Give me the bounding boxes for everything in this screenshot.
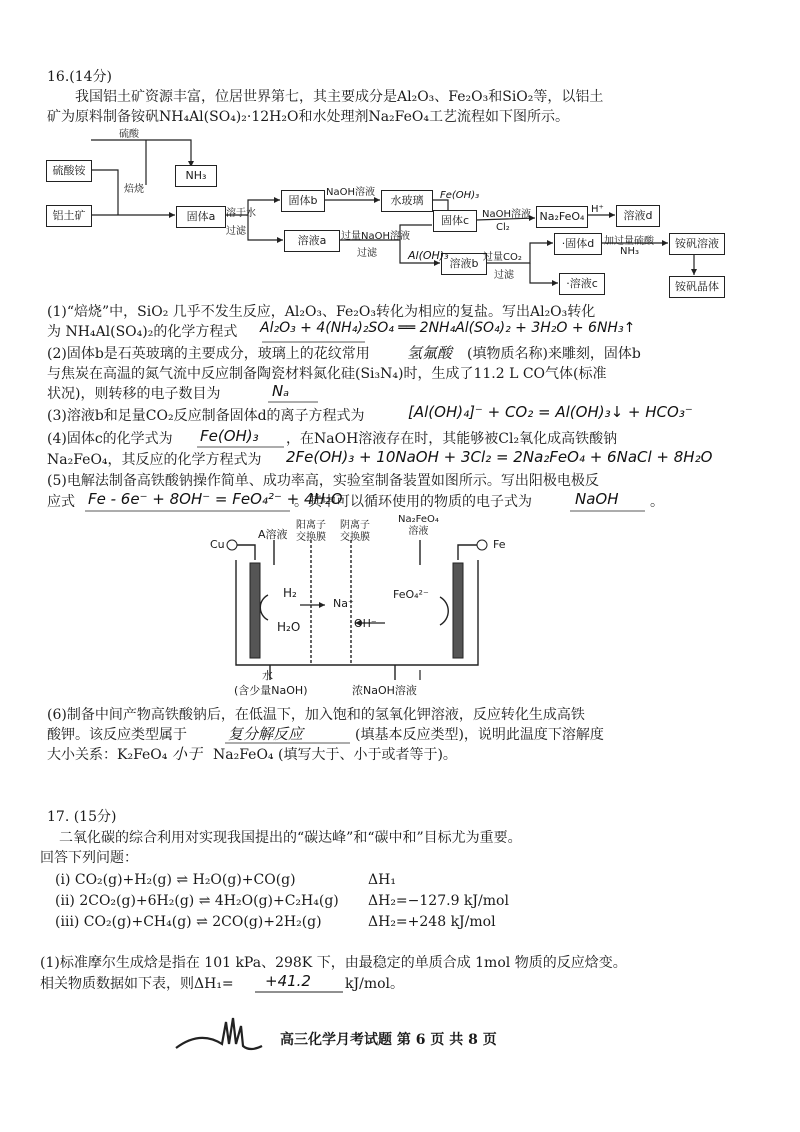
q16-part6-answer1: 复分解反应	[228, 725, 304, 743]
q16-part3-answer: [Al(OH)₄]⁻ + CO₂ = Al(OH)₃↓ + HCO₃⁻	[408, 403, 693, 421]
flow-label-filter1: 过滤	[226, 226, 246, 237]
cell-label-feo4-ion: FeO₄²⁻	[393, 588, 429, 601]
cell-label-na2feo4-solution: Na₂FeO₄ 溶液	[398, 514, 439, 537]
flow-box-solution-a: 溶液a	[284, 230, 340, 252]
q16-part1-line1: (1)“焙烧”中，SiO₂ 几乎不发生反应，Al₂O₃、Fe₂O₃转化为相应的复盐。写出Al₂O₃转化	[47, 304, 596, 320]
cell-label-oh-ion: OH⁻	[354, 617, 377, 630]
q16-intro-line1: 我国铝土矿资源丰富，位居世界第七，其主要成分是Al₂O₃、Fe₂O₃和SiO₂等，以铝土	[75, 89, 604, 105]
q16-part3-line: (3)溶液b和足量CO₂反应制备固体d的离子方程式为	[47, 408, 365, 424]
cell-label-anion-membrane: 阴离子 交换膜	[340, 520, 370, 543]
q16-part2-answer1: 氢氟酸	[407, 344, 453, 362]
cell-label-small-naoh: (含少量NaOH)	[234, 684, 308, 697]
q16-part6-line2b: (填基本反应类型)，说明此温度下溶解度	[355, 727, 604, 743]
flow-box-water-glass: 水玻璃	[381, 190, 433, 212]
page-footer: 高三化学月考试题 第 6 页 共 8 页	[280, 1032, 497, 1048]
cell-label-h2o: H₂O	[277, 620, 301, 634]
q16-part2-answer2: Nₐ	[272, 382, 290, 400]
cell-label-cation-membrane: 阳离子 交换膜	[296, 520, 326, 543]
q17-reaction-1: (ⅰ) CO₂(g)+H₂(g) ⇌ H₂O(g)+CO(g)	[55, 872, 296, 888]
cell-label-a-solution: A溶液	[258, 528, 288, 541]
q16-part4-line1a: (4)固体c的化学式为	[47, 431, 173, 447]
q16-part5-end: 。	[650, 494, 664, 510]
flow-box-solid-c: 固体c	[433, 210, 477, 232]
q17-prompt: 回答下列问题：	[40, 850, 138, 866]
q16-part5-answer1: Fe - 6e⁻ + 8OH⁻ = FeO₄²⁻ + 4H₂O	[88, 490, 343, 508]
flow-label-naoh1: NaOH溶液	[326, 187, 375, 198]
q16-part2-line1b: (填物质名称)来雕刻，固体b	[467, 346, 641, 362]
q16-part6-line3a: 大小关系：K₂FeO₄	[47, 747, 168, 763]
flow-box-bauxite: 铝土矿	[46, 205, 92, 227]
q16-part4-answer1: Fe(OH)₃	[200, 427, 259, 445]
q16-part5-line1: (5)电解法制备高铁酸钠操作简单、成功率高，实验室制备装置如图所示。写出阳极电极反	[47, 473, 599, 489]
flow-label-excess-acid: 加过量硫酸	[604, 236, 654, 247]
cell-label-cu: Cu	[210, 538, 225, 551]
flow-box-alum-solution: 铵矾溶液	[669, 233, 725, 255]
q16-part4-answer2: 2Fe(OH)₃ + 10NaOH + 3Cl₂ = 2Na₂FeO₄ + 6NaCl + 8H₂O	[286, 448, 713, 466]
flow-label-cl2: Cl₂	[496, 222, 510, 233]
q16-part2-line3: 状况)，则转移的电子数目为	[47, 386, 221, 402]
flow-label-filter3: 过滤	[494, 270, 514, 281]
q17-reaction-2-dh: ΔH₂=−127.9 kJ/mol	[368, 893, 509, 909]
q16-part5-answer2: NaOH	[575, 490, 619, 508]
q16-part4-line1b: ，在NaOH溶液存在时，其能够被Cl₂氧化成高铁酸钠	[286, 431, 618, 447]
q17-reaction-3-dh: ΔH₂=+248 kJ/mol	[368, 914, 496, 930]
flow-label-h-plus: H⁺	[591, 204, 604, 215]
cell-label-water: 水	[262, 669, 273, 682]
flow-label-excess-co2: 过量CO₂	[483, 252, 522, 263]
flow-hw-aloh3: Al(OH)₃	[408, 249, 449, 262]
flow-box-solid-d: ·固体d	[554, 233, 602, 255]
flow-box-nh3: NH₃	[175, 165, 217, 187]
flow-box-na2feo4: Na₂FeO₄	[536, 206, 588, 228]
flow-box-solution-b: 溶液b	[441, 253, 487, 275]
q16-part4-line2: Na₂FeO₄，其反应的化学方程式为	[47, 452, 262, 468]
q16-header: 16.(14分)	[47, 69, 113, 85]
q16-part6-line2a: 酸钾。该反应类型属于	[47, 727, 187, 743]
flow-box-solution-c: ·溶液c	[559, 273, 605, 295]
q17-part1-answer: +41.2	[265, 972, 311, 990]
q17-reaction-3: (ⅲ) CO₂(g)+CH₄(g) ⇌ 2CO(g)+2H₂(g)	[55, 914, 322, 930]
q16-part1-line2: 为 NH₄Al(SO₄)₂的化学方程式	[47, 324, 238, 340]
q17-intro: 二氧化碳的综合利用对实现我国提出的“碳达峰”和“碳中和”目标尤为重要。	[59, 830, 522, 846]
q17-part1-unit: kJ/mol。	[345, 976, 404, 992]
q16-part5-line2b: 。其中可以循环使用的物质的电子式为	[294, 494, 532, 510]
q17-header: 17. (15分)	[47, 809, 117, 825]
q16-part6-answer2: 小于	[172, 745, 203, 763]
flow-label-dissolve: 溶于水	[226, 208, 256, 219]
q16-part6-line3b: Na₂FeO₄ (填写大于、小于或者等于)。	[213, 747, 457, 763]
cell-label-conc-naoh: 浓NaOH溶液	[352, 684, 417, 697]
flow-label-excess-naoh: 过量NaOH溶液	[341, 231, 410, 242]
cell-label-fe: Fe	[493, 538, 506, 551]
flow-box-solution-d: 溶液d	[616, 205, 660, 227]
flow-label-nh3: NH₃	[620, 246, 640, 257]
q16-part6-line1: (6)制备中间产物高铁酸钠后，在低温下，加入饱和的氢氧化钾溶液，反应转化生成高铁	[47, 707, 585, 723]
flow-box-solid-b: 固体b	[281, 190, 325, 212]
q16-part2-line1a: (2)固体b是石英玻璃的主要成分，玻璃上的花纹常用	[47, 346, 370, 362]
cell-label-na-ion: Na⁺	[333, 597, 354, 610]
flow-label-sulfuric-acid: 硫酸	[119, 129, 139, 140]
flow-label-filter2: 过滤	[357, 248, 377, 259]
flow-label-naoh2: NaOH溶液	[482, 209, 531, 220]
q16-part2-line2: 与焦炭在高温的氮气流中反应制备陶瓷材料氮化硅(Si₃N₄)时，生成了11.2 L CO气体(标准	[47, 366, 607, 382]
flow-box-alum-crystal: 铵矾晶体	[669, 276, 725, 298]
q16-intro-line2: 矿为原料制备铵矾NH₄Al(SO₄)₂·12H₂O和水处理剂Na₂FeO₄工艺流程如下图所示。	[47, 109, 569, 125]
flow-box-solid-a: 固体a	[176, 206, 226, 228]
q17-part1-line2: 相关物质数据如下表，则ΔH₁=	[40, 976, 234, 992]
cell-label-h2: H₂	[283, 586, 297, 600]
q17-reaction-2: (ⅱ) 2CO₂(g)+6H₂(g) ⇌ 4H₂O(g)+C₂H₄(g)	[55, 893, 339, 909]
q16-part5-line2a: 应式	[47, 494, 75, 510]
q17-part1-line1: (1)标准摩尔生成焓是指在 101 kPa、298K 下，由最稳定的单质合成 1mol 物质的反应焓变。	[40, 955, 627, 971]
flow-hw-feoh3: Fe(OH)₃	[440, 190, 480, 201]
flow-label-roast: 焙烧	[124, 184, 144, 195]
q17-reaction-1-dh: ΔH₁	[368, 872, 396, 888]
q16-part1-answer: Al₂O₃ + 4(NH₄)₂SO₄ ══ 2NH₄Al(SO₄)₂ + 3H₂O + 6NH₃↑	[260, 320, 636, 336]
flow-box-ammonium-sulfate: 硫酸铵	[46, 160, 92, 182]
